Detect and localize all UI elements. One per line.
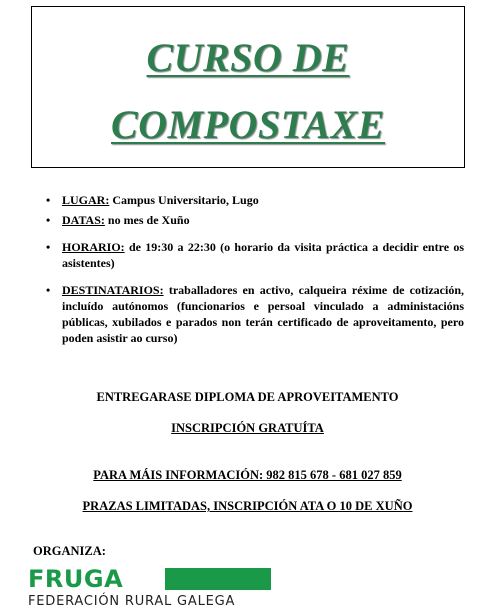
- limited-places-notice: PRAZAS LIMITADAS, INSCRIPCIÓN ATA O 10 DE XUÑO: [82, 499, 413, 513]
- detail-label: HORARIO:: [62, 240, 125, 254]
- detail-horario: [38, 239, 464, 271]
- detail-label: LUGAR:: [62, 193, 110, 207]
- free-inscription-notice: INSCRIPCIÓN GRATUÍTA: [171, 421, 324, 435]
- detail-lugar: [38, 192, 464, 208]
- logo-word: FRUGA: [28, 565, 124, 593]
- bullet-icon: •: [46, 283, 51, 297]
- detail-datas: [38, 212, 464, 228]
- detail-text: traballadores en activo, calqueira réxime de cotización, incluído autónomos (funcionarios e persoal vinculado a administacións públicas, xubilados e parados non terán certificado de aproveitamento, pero poden asistir ao curso): [62, 283, 464, 345]
- title-box: [31, 6, 465, 168]
- contact-info: PARA MÁIS INFORMACIÓN: 982 815 678 - 681 027 859: [93, 468, 402, 482]
- bullet-icon: •: [46, 213, 51, 227]
- detail-destinatarios: [38, 282, 464, 346]
- title-line-2: COMPOSTAXE: [111, 102, 385, 147]
- title-line-1: CURSO DE: [146, 35, 350, 80]
- logo-subtitle: FEDERACIÓN RURAL GALEGA: [28, 594, 236, 609]
- fruga-logo: [28, 566, 278, 612]
- bullet-icon: •: [46, 240, 51, 254]
- detail-text: no mes de Xuño: [104, 213, 190, 227]
- diploma-notice: ENTREGARASE DIPLOMA DE APROVEITAMENTO: [96, 390, 399, 404]
- detail-text: Campus Universitario, Lugo: [109, 193, 259, 207]
- organizer-label: ORGANIZA:: [33, 544, 106, 558]
- detail-label: DATAS:: [62, 213, 105, 227]
- detail-text: de 19:30 a 22:30 (o horario da visita práctica a decidir entre os asistentes): [62, 240, 464, 270]
- logo-bar: [165, 568, 271, 590]
- detail-label: DESTINATARIOS:: [62, 283, 164, 297]
- course-details-list: [38, 192, 464, 346]
- bullet-icon: •: [46, 193, 51, 207]
